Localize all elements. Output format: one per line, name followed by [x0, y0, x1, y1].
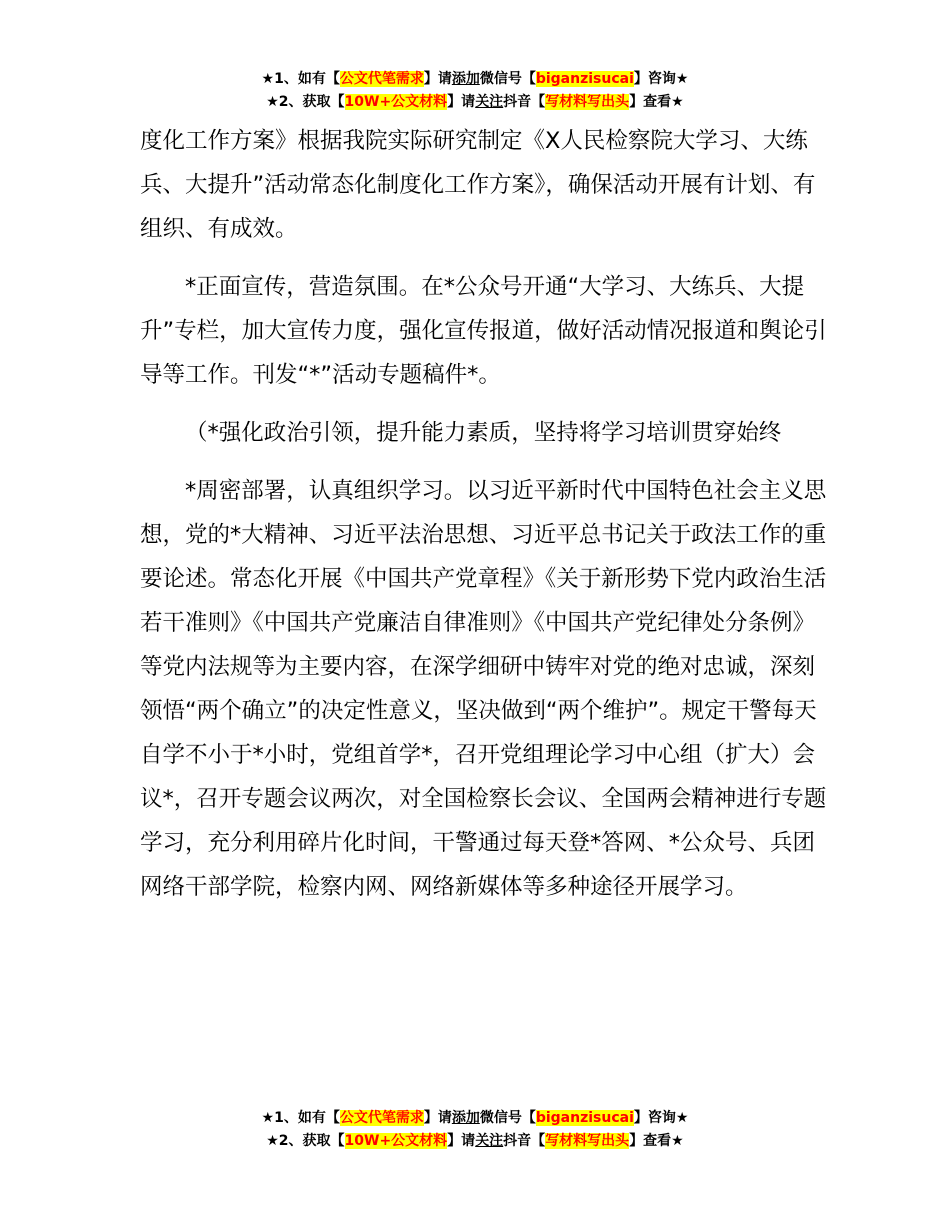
highlight-text: 写材料写出头 — [545, 1133, 630, 1149]
banner-text: 】查看★ — [629, 1133, 684, 1149]
banner-text: 】咨询★ — [633, 71, 689, 87]
banner-text: 】请 — [447, 94, 476, 110]
banner-line-1 — [0, 68, 950, 91]
highlight-text: 10W+公文材料 — [344, 1133, 448, 1149]
underlined-text: 添加 — [451, 71, 480, 87]
underlined-text: 关注 — [475, 1133, 504, 1149]
underlined-text: 添加 — [451, 1110, 480, 1126]
paragraph-plan: 度化工作方案》根据我院实际研究制定《X人民检察院大学习、大练兵、大提升”活动常态化制度化工作方案》，确保活动开展有计划、有组织、有成效。 — [140, 128, 816, 242]
header-banner — [0, 68, 950, 114]
paragraph-publicity: *正面宣传，营造氛围。在*公众号开通“大学习、大练兵、大提升”专栏，加大宣传力度，强化宣传报道，做好活动情况报道和舆论引导等工作。刊发“*”活动专题稿件*。 — [140, 274, 827, 388]
highlight-text: 写材料写出头 — [545, 94, 630, 110]
document-body — [140, 119, 830, 923]
banner-text: 】请 — [423, 71, 452, 87]
highlight-text: 10W+公文材料 — [344, 94, 448, 110]
banner-text: ★2、获取【 — [266, 94, 345, 110]
footer-banner — [0, 1107, 950, 1153]
banner-text: ★2、获取【 — [266, 1133, 345, 1149]
banner-line-1 — [0, 1107, 950, 1130]
banner-text: 】请 — [447, 1133, 476, 1149]
banner-text: ★1、如有【 — [261, 71, 340, 87]
banner-text: 】咨询★ — [633, 1110, 689, 1126]
banner-text: 抖音【 — [503, 94, 546, 110]
underlined-text: 关注 — [475, 94, 504, 110]
paragraph-study: *周密部署，认真组织学习。以习近平新时代中国特色社会主义思想，党的*大精神、习近平法治思想、习近平总书记关于政法工作的重要论述。常态化开展《中国共产党章程》《关于新形势下党内政治生活若干准则》《中国共产党廉洁自律准则》《中国共产党纪律处分条例》等党内法规等为主要内容，在深学细研中铸牢对党的绝对忠诚，深刻领悟“两个确立”的决定性意义，坚决做到“两个维护”。规定干警每天自学不小于*小时，党组首学*，召开党组理论学习中心组（扩大）会议*，召开专题会议两次，对全国检察长会议、全国两会精神进行专题学习，充分利用碎片化时间，干警通过每天登*答网、*公众号、兵团网络干部学院，检察内网、网络新媒体等多种途径开展学习。 — [140, 478, 827, 900]
highlight-text: biganzisucai — [535, 71, 634, 87]
banner-text: 】请 — [423, 1110, 452, 1126]
banner-text: 抖音【 — [503, 1133, 546, 1149]
banner-text: ★1、如有【 — [261, 1110, 340, 1126]
banner-text: 】查看★ — [629, 94, 684, 110]
banner-line-2 — [0, 91, 950, 114]
banner-text: 微信号【 — [479, 1110, 536, 1126]
banner-text: 微信号【 — [479, 71, 536, 87]
banner-line-2 — [0, 1130, 950, 1153]
section-heading: （*强化政治引领，提升能力素质，坚持将学习培训贯穿始终 — [185, 420, 782, 446]
highlight-text: 公文代笔需求 — [339, 1110, 424, 1126]
highlight-text: biganzisucai — [535, 1110, 634, 1126]
highlight-text: 公文代笔需求 — [339, 71, 424, 87]
